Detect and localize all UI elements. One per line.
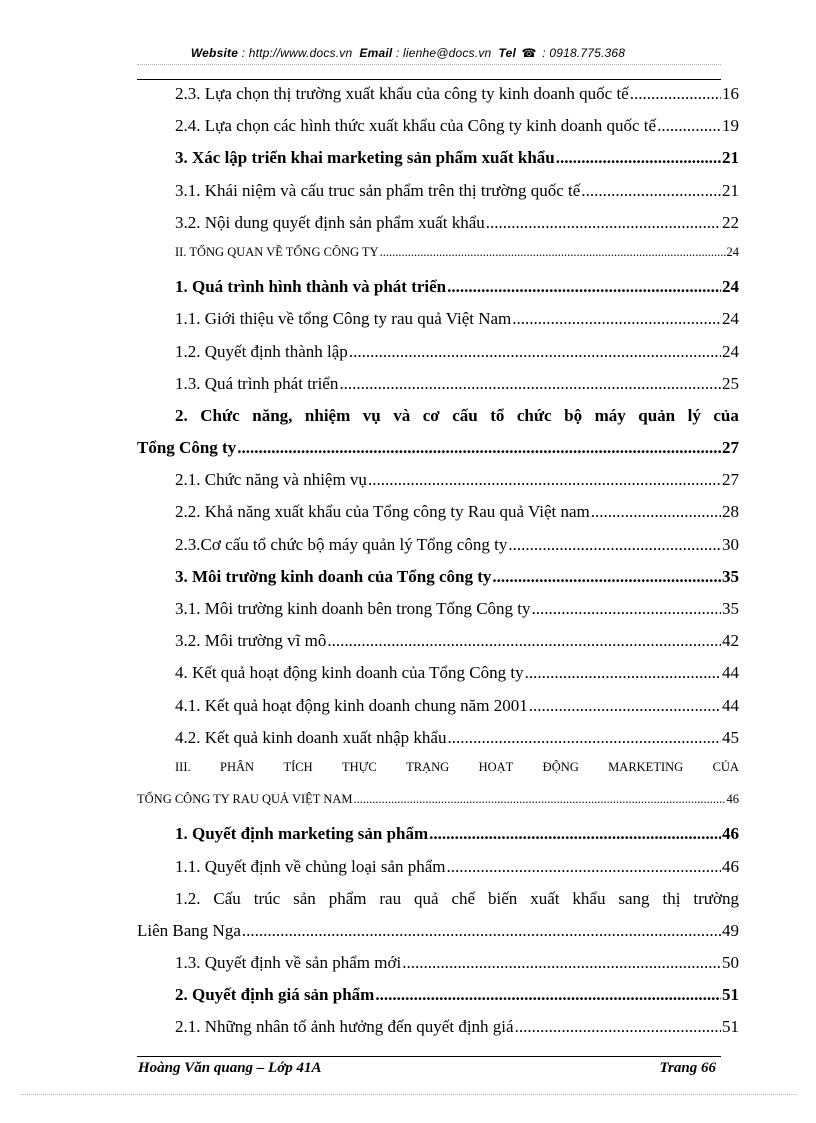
toc-leader-dots bbox=[581, 181, 721, 201]
toc-entry bbox=[137, 181, 739, 213]
toc-entry-title: 4.2. Kết quả kinh doanh xuất nhập khẩu bbox=[175, 727, 447, 747]
toc-entry-page: 21 bbox=[722, 148, 739, 168]
footer-page-number: Trang 66 bbox=[659, 1060, 716, 1076]
toc-leader-dots bbox=[447, 857, 721, 877]
toc-entry-title: 1.1. Giới thiệu về tổng Công ty rau quả Việt Nam bbox=[175, 309, 512, 329]
toc-entry-page: 24 bbox=[722, 309, 739, 329]
toc-entry-title: 3.1. Khái niệm và cấu truc sản phẩm trên thị trường quốc tế bbox=[175, 180, 581, 200]
toc-leader-dots bbox=[591, 502, 721, 522]
toc-entry-title: 1.3. Quyết định về sản phẩm mới bbox=[175, 953, 402, 973]
toc-leader-dots bbox=[529, 696, 721, 716]
toc-entry-title: 2.4. Lựa chọn các hình thức xuất khẩu của Công ty kinh doanh quốc tế bbox=[175, 116, 657, 136]
website-value: : http://www.docs.vn bbox=[241, 46, 353, 60]
toc-entry bbox=[137, 985, 739, 1017]
toc-entry bbox=[137, 309, 739, 341]
toc-entry-title: 2.3.Cơ cấu tổ chức bộ máy quản lý Tổng công ty bbox=[175, 534, 508, 554]
toc-entry-page: 30 bbox=[722, 534, 739, 554]
toc-entry-page: 22 bbox=[722, 212, 739, 232]
footer-author: Hoàng Văn quang – Lớp 41A bbox=[138, 1060, 322, 1076]
toc-entry-page: 42 bbox=[722, 631, 739, 651]
toc-entry-title: Liên Bang Nga bbox=[137, 920, 241, 940]
toc-leader-dots bbox=[447, 277, 721, 297]
toc-entry-title: 3.1. Môi trường kinh doanh bên trong Tổng Công ty bbox=[175, 599, 531, 618]
toc-entry bbox=[137, 406, 739, 438]
toc-entry-title: III. PHÂN TÍCH THỰC TRẠNG HOẠT ĐỘNG MARKETING CỦA bbox=[175, 759, 739, 774]
toc-entry-page: 46 bbox=[722, 824, 739, 844]
toc-entry-title: 2. Quyết định giá sản phẩm bbox=[175, 985, 375, 1005]
toc-entry bbox=[137, 696, 739, 728]
toc-entry bbox=[137, 857, 739, 889]
toc-entry bbox=[137, 728, 739, 760]
toc-entry bbox=[137, 535, 739, 567]
toc-entry-page: 46 bbox=[726, 792, 739, 807]
toc-entry-title: 2.1. Chức năng và nhiệm vụ bbox=[175, 470, 367, 490]
toc-leader-dots bbox=[630, 84, 721, 104]
toc-leader-dots bbox=[508, 535, 721, 555]
toc-entry bbox=[137, 953, 739, 985]
toc-entry-title: TỔNG CÔNG TY RAU QUẢ VIỆT NAM bbox=[137, 792, 353, 807]
toc-entry-title: 4.1. Kết quả hoạt động kinh doanh chung năm 2001 bbox=[175, 695, 528, 715]
toc-entry-title: 3.2. Nội dung quyết định sản phẩm xuất khẩu bbox=[175, 212, 485, 232]
header-rule bbox=[137, 79, 721, 80]
toc-leader-dots bbox=[532, 599, 721, 619]
toc-entry-title: 1. Quyết định marketing sản phẩm bbox=[175, 824, 429, 844]
toc-entry bbox=[137, 631, 739, 663]
toc-entry-title: 1.2. Cấu trúc sản phẩm rau quả chế biến xuất khẩu sang thị trường bbox=[175, 888, 739, 908]
toc-entry bbox=[137, 921, 739, 953]
toc-leader-dots bbox=[402, 953, 721, 973]
toc-entry-title: Tổng Công ty bbox=[137, 438, 237, 458]
toc-leader-dots bbox=[556, 148, 721, 168]
toc-leader-dots bbox=[447, 728, 721, 748]
toc-entry bbox=[137, 792, 739, 824]
toc-leader-dots bbox=[515, 1017, 721, 1037]
toc-entry-page: 27 bbox=[722, 438, 739, 458]
toc-entry-page: 25 bbox=[722, 373, 739, 393]
toc-entry-page: 51 bbox=[722, 985, 739, 1005]
toc-entry bbox=[137, 245, 739, 277]
toc-entry-title: 2.1. Những nhân tố ảnh hưởng đến quyết định giá bbox=[175, 1017, 514, 1037]
toc-leader-dots bbox=[512, 309, 721, 329]
toc-entry-title: 4. Kết quả hoạt động kinh doanh của Tổng Công ty bbox=[175, 663, 524, 683]
toc-entry bbox=[137, 502, 739, 534]
header-dotted-rule bbox=[137, 64, 721, 65]
toc-entry-page: 27 bbox=[722, 470, 739, 490]
toc-entry-page: 35 bbox=[722, 566, 739, 586]
toc-entry bbox=[137, 277, 739, 309]
toc-entry-title: 2.3. Lựa chọn thị trường xuất khẩu của công ty kinh doanh quốc tế bbox=[175, 84, 629, 103]
toc-entry bbox=[137, 374, 739, 406]
toc-entry-title: 1.3. Quá trình phát triển bbox=[175, 373, 339, 393]
toc-entry-page: 44 bbox=[722, 663, 739, 683]
toc-entry-title: 3.2. Môi trường vĩ mô bbox=[175, 631, 327, 651]
toc-leader-dots bbox=[368, 470, 721, 490]
toc-leader-dots bbox=[429, 824, 721, 844]
toc-leader-dots bbox=[354, 792, 726, 807]
toc-entry-page: 24 bbox=[726, 244, 739, 259]
toc-entry bbox=[137, 824, 739, 856]
toc-entry-title: 2.2. Khả năng xuất khẩu của Tổng công ty Rau quả Việt nam bbox=[175, 502, 590, 522]
toc-leader-dots bbox=[242, 921, 721, 941]
tel-value: : 0918.775.368 bbox=[542, 46, 626, 60]
toc-entry bbox=[137, 116, 739, 148]
email-label: Email bbox=[359, 46, 393, 60]
toc-entry-title: 2. Chức năng, nhiệm vụ và cơ cấu tổ chức bộ máy quản lý của bbox=[175, 405, 739, 425]
toc-leader-dots bbox=[657, 116, 721, 136]
toc-entry-page: 49 bbox=[722, 920, 739, 940]
toc-leader-dots bbox=[525, 663, 721, 683]
toc-entry-page: 24 bbox=[722, 277, 739, 297]
toc-leader-dots bbox=[349, 342, 721, 362]
toc-leader-dots bbox=[375, 985, 721, 1005]
toc-entry bbox=[137, 438, 739, 470]
toc-entry-page: 50 bbox=[722, 953, 739, 973]
toc-entry bbox=[137, 148, 739, 180]
toc-entry bbox=[137, 567, 739, 599]
toc-entry-title: 1. Quá trình hình thành và phát triển bbox=[175, 277, 447, 297]
toc-entry bbox=[137, 1017, 739, 1049]
toc-entry-title: 3. Môi trường kinh doanh của Tổng công ty bbox=[175, 566, 492, 586]
toc-entry-page: 45 bbox=[722, 727, 739, 747]
toc-entry-title: II. TỔNG QUAN VỀ TỔNG CÔNG TY bbox=[175, 244, 379, 259]
toc-entry-title: 1.2. Quyết định thành lập bbox=[175, 341, 348, 361]
toc-entry bbox=[137, 889, 739, 921]
toc-entry-page: 21 bbox=[722, 180, 739, 200]
table-of-contents bbox=[137, 84, 739, 1050]
toc-entry-page: 51 bbox=[722, 1017, 739, 1037]
toc-entry bbox=[137, 663, 739, 695]
phone-icon: ☎ bbox=[521, 46, 537, 60]
toc-entry-page: 16 bbox=[722, 84, 739, 103]
tel-label: Tel bbox=[498, 46, 516, 60]
toc-entry bbox=[137, 470, 739, 502]
toc-entry-page: 28 bbox=[722, 502, 739, 522]
toc-entry-title: 1.1. Quyết định về chủng loại sản phẩm bbox=[175, 856, 446, 876]
toc-leader-dots bbox=[486, 213, 721, 233]
toc-entry-page: 35 bbox=[722, 599, 739, 618]
toc-entry-title: 3. Xác lập triển khai marketing sản phẩm xuất khẩu bbox=[175, 148, 555, 168]
toc-leader-dots bbox=[492, 567, 721, 587]
toc-entry-page: 46 bbox=[722, 856, 739, 876]
toc-entry-page: 44 bbox=[722, 695, 739, 715]
toc-entry bbox=[137, 84, 739, 116]
page-bottom-rule bbox=[20, 1094, 796, 1095]
toc-entry bbox=[137, 760, 739, 792]
toc-entry bbox=[137, 342, 739, 374]
website-label: Website bbox=[190, 46, 239, 60]
page-header bbox=[0, 46, 816, 60]
toc-leader-dots bbox=[237, 438, 721, 458]
toc-leader-dots bbox=[339, 374, 721, 394]
toc-leader-dots bbox=[327, 631, 721, 651]
footer-rule bbox=[137, 1056, 721, 1057]
toc-entry bbox=[137, 213, 739, 245]
toc-entry bbox=[137, 599, 739, 631]
toc-entry-page: 24 bbox=[722, 341, 739, 361]
toc-leader-dots bbox=[380, 245, 726, 260]
email-value: : lienhe@docs.vn bbox=[395, 46, 492, 60]
toc-entry-page: 19 bbox=[722, 116, 739, 136]
